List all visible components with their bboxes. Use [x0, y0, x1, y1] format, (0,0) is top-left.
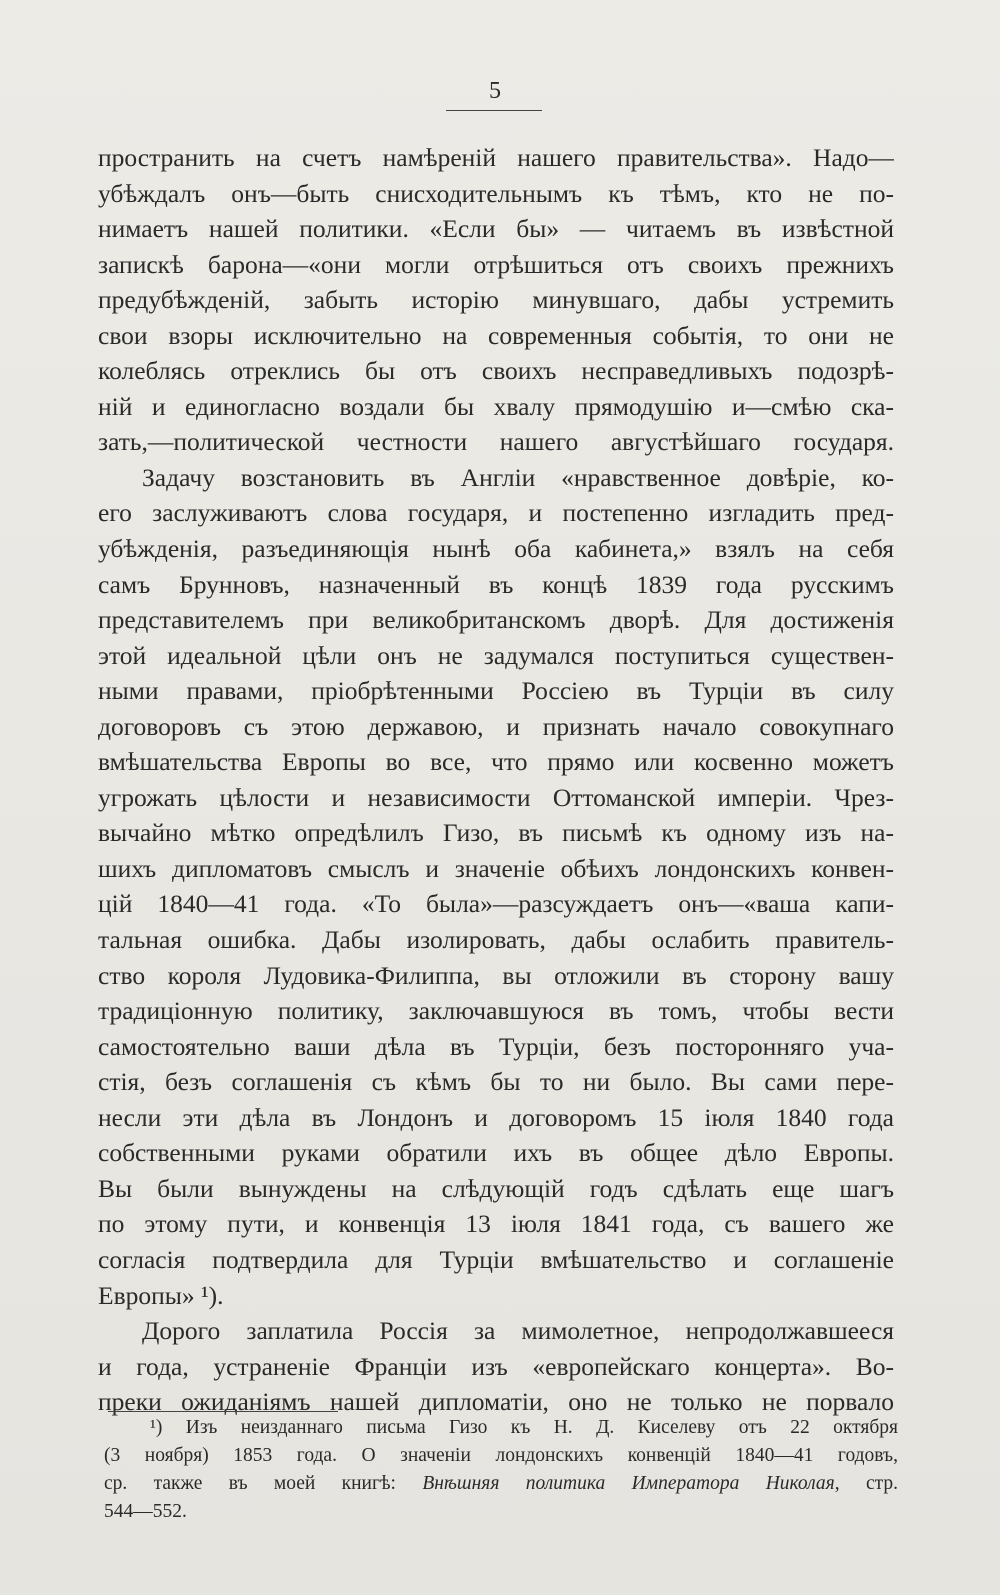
footnote-line: ¹) Изъ неизданнаго письма Гизо къ Н. Д. Киселеву отъ 22 октября [150, 1417, 898, 1438]
text-line: его заслуживаютъ слова государя, и постепенно изгладить пред- [98, 498, 894, 528]
text-line: преки ожиданіямъ нашей дипломатіи, оно не только не порвало [98, 1387, 894, 1417]
text-line: шихъ дипломатовъ смыслъ и значеніе обѣихъ лондонскихъ конвен- [98, 853, 894, 883]
text-line: договоровъ съ этою державою, и признать начало совокупнаго [98, 711, 894, 741]
text-line: убѣждалъ онъ—быть снисходительнымъ къ тѣмъ, кто не по- [98, 178, 894, 208]
text-line: колеблясь отреклись бы отъ своихъ несправедливыхъ подозрѣ- [98, 356, 894, 386]
text-line: согласія подтвердила для Турціи вмѣшательство и соглашеніе [98, 1244, 894, 1274]
text-line: этой идеальной цѣли онъ не задумался поступиться существен- [98, 640, 894, 670]
footnote-rule [108, 1411, 338, 1412]
footnote-text: , стр. [834, 1473, 898, 1494]
footnote-text: ср. также въ моей книгѣ: [104, 1473, 423, 1494]
text-line: ство короля Лудовика-Филиппа, вы отложили въ сторону вашу [98, 960, 894, 990]
footnote-line: 544—552. [104, 1501, 187, 1522]
text-line: несли эти дѣла въ Лондонъ и договоромъ 15 іюля 1840 года [98, 1102, 894, 1132]
text-line: нимаетъ нашей политики. «Если бы» — читаемъ въ извѣстной [98, 214, 894, 244]
text-line: стія, безъ соглашенія съ кѣмъ бы то ни было. Вы сами пере- [98, 1067, 894, 1097]
body-text [98, 140, 894, 1420]
text-line: Задачу возстановить въ Англіи «нравственное довѣріе, ко- [142, 462, 894, 492]
footnote-line [104, 1470, 898, 1498]
footnote [104, 1414, 898, 1526]
book-title: Внѣшняя политика Императора Николая [422, 1473, 835, 1494]
text-line: угрожать цѣлости и независимости Оттоманской имперіи. Чрез- [98, 782, 894, 812]
text-line: убѣжденія, разъединяющія нынѣ оба кабинета,» взялъ на себя [98, 534, 894, 564]
text-line: собственными руками обратили ихъ въ общее дѣло Европы. [98, 1138, 894, 1168]
text-line: запискѣ барона—«они могли отрѣшиться отъ своихъ прежнихъ [98, 249, 894, 279]
text-line: Дорого заплатила Россія за мимолетное, непродолжавшееся [142, 1316, 894, 1346]
text-line: тальная ошибка. Дабы изолировать, дабы ослабить правитель- [98, 925, 894, 955]
text-line: цій 1840—41 года. «То была»—разсуждаетъ онъ—«ваша капи- [98, 889, 894, 919]
text-line: по этому пути, и конвенція 13 іюля 1841 года, съ вашего же [98, 1209, 894, 1239]
text-line: предубѣжденій, забыть исторію минувшаго, дабы устремить [98, 285, 894, 315]
text-line: свои взоры исключительно на современныя событія, то они не [98, 320, 894, 350]
page-number-rule [446, 110, 542, 111]
text-line: ными правами, пріобрѣтенными Россіею въ Турціи въ силу [98, 676, 894, 706]
text-line: зать,—политической честности нашего августѣйшаго государя. [98, 427, 894, 457]
text-line: пространить на счетъ намѣреній нашего правительства». Надо— [98, 143, 894, 172]
text-line: самостоятельно ваши дѣла въ Турціи, безъ посторонняго уча- [98, 1031, 894, 1061]
text-line: представителемъ при великобританскомъ дворѣ. Для достиженія [98, 605, 894, 635]
text-line: Вы были вынуждены на слѣдующій годъ сдѣлать еще шагъ [98, 1173, 894, 1203]
text-line: традиціонную политику, заключавшуюся въ томъ, чтобы вести [98, 996, 894, 1026]
text-line: Европы» ¹). [98, 1280, 224, 1310]
text-line: и года, устраненіе Франціи изъ «европейскаго концерта». Во- [98, 1351, 894, 1381]
text-line: ній и единогласно воздали бы хвалу прямодушію и—смѣю ска- [98, 391, 894, 421]
page-number: 5 [489, 78, 501, 104]
text-line: вмѣшательства Европы во все, что прямо или косвенно можетъ [98, 747, 894, 777]
text-line: вычайно мѣтко опредѣлилъ Гизо, въ письмѣ къ одному изъ на- [98, 818, 894, 848]
footnote-line: (3 ноября) 1853 года. О значеніи лондонскихъ конвенцій 1840—41 годовъ, [104, 1445, 898, 1466]
text-line: самъ Брунновъ, назначенный въ концѣ 1839 года русскимъ [98, 569, 894, 599]
